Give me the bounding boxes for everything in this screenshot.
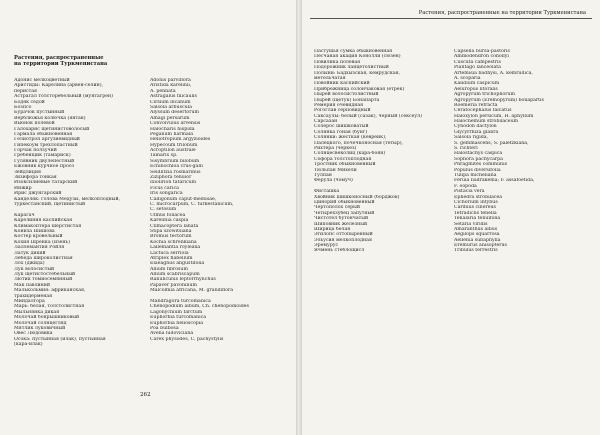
entry-line: Poa bulbosa (150, 325, 179, 331)
section-title-line-2: на территории Туркменистана (14, 61, 108, 68)
entry-line: S. gemmascens, S. paletzkiana, (454, 140, 529, 146)
entry-line: Мак павлиний (14, 282, 51, 288)
entry-line: Песчаная акация Конолли (сюзен) (314, 54, 401, 60)
entry-line: Овес Людовика (14, 331, 53, 337)
entry-line: Сарсазан (314, 119, 338, 125)
entry-line: Ammodendron conollyi (454, 54, 509, 60)
entry-line: Plantago lanceolata (454, 65, 501, 71)
entry-line: Climacoptera lanata (150, 223, 199, 229)
entry-line: Ежовник курчное просо (14, 164, 75, 170)
entry-line: Eremurus anisopterus (454, 243, 507, 249)
entry-line: Гребенщик (тамариск) (14, 153, 71, 159)
entry-line: Cirsium incanum (150, 99, 191, 105)
entry-line: Зейдлиция (14, 169, 41, 175)
entry-line: Пырей волосистолистный (314, 92, 379, 98)
entry-line: Populus diversifolia (454, 167, 501, 173)
entry-line: Salsola rigida, (454, 135, 489, 141)
entry-line: Sisymbrium bilobum (150, 158, 200, 164)
entry-line: Kochia schrenkiana (150, 239, 197, 245)
entry-line: Палецкого, почечконосная (тетыр), (314, 140, 404, 146)
entry-line: Carex physodes, C. pachystylis (150, 336, 224, 342)
entry-line: Astragalus filicaulis (150, 94, 197, 100)
entry-line: Aristida karelinii, (150, 83, 192, 89)
entry-line: Chenopodium album, Ch. chenopodioides (150, 304, 249, 310)
entry-line: Фисташка (314, 189, 340, 195)
entry-line: Горчак ползучий (14, 148, 57, 154)
entry-line: Alyssum desertorum (150, 110, 199, 116)
entry-line: Ячмень стеблощисл (314, 248, 365, 254)
entry-line: Зизифора тонкая (14, 175, 57, 181)
entry-line: Молочай боярышниковый (14, 315, 80, 321)
entry-line: Calligonum caput-medusae, (150, 196, 217, 202)
entry-line: Адонис мелкоцветный (14, 78, 70, 83)
entry-line: Cichorium intybus (454, 199, 498, 205)
entry-line: Бурачок пустынный (14, 110, 65, 116)
entry-line: Bromus tectorum (150, 234, 192, 240)
entry-line: Гелиотроп аргузиевидный (14, 137, 80, 143)
entry-line: Чертополох серый (314, 205, 360, 211)
entry-line: Acroptilon australe (150, 148, 196, 154)
page-number: 262 (140, 392, 151, 398)
entry-line: Ziziphora tenuior (150, 175, 192, 181)
entry-line: Гулявник двулепестный (14, 158, 75, 164)
entry-line: Ремерия очевидная (314, 102, 364, 108)
entry-line: Echinochloa crus-galli (150, 164, 203, 170)
entry-line: Stipa szowitsiana (150, 228, 192, 234)
entry-line: Agropyrum trichophorum (454, 92, 515, 98)
russian-names-column-left (14, 78, 120, 348)
entry-line: Tenalaria tenuifolia (454, 216, 501, 222)
entry-line: Allium fibrosum (150, 266, 188, 272)
entry-line: Aeluropus litoralis (454, 86, 498, 92)
entry-line: Malcolmia africana, M. grandiflora (150, 288, 234, 294)
entry-line: Карелиния каспийская (14, 218, 73, 224)
entry-line: Инжир (14, 185, 32, 191)
entry-line: Канделяк: голова Медузы, мелкоплодный, (14, 196, 121, 202)
entry-line: Adonis parviflora (150, 78, 191, 83)
entry-line: Лох (джида) (14, 261, 45, 267)
entry-line: метельчатая (314, 75, 346, 81)
entry-line: Tribulus terrestris (454, 248, 498, 254)
entry-line: Цинорий обыкновенный (314, 199, 375, 205)
section-title-line-1: Растения, распространенные (14, 55, 104, 61)
entry-line: Pistacia vera (454, 189, 485, 195)
entry-line: Лютик томиосемянный (14, 277, 73, 283)
entry-line: Софора толстоплодная (314, 156, 372, 162)
entry-line: Allium scabriscapum (150, 272, 200, 278)
entry-line: Tamarix sp. (150, 153, 178, 159)
entry-line: Шиповник железный (314, 221, 368, 227)
entry-line: Солянки: жесткая (кевреик), (314, 135, 387, 141)
entry-line: Ferula badrakema; F. assafoetida, (454, 178, 535, 184)
entry-line: Прибрежница солончаковая (етрек) (314, 86, 405, 92)
entry-line: Kalidium caspicum (454, 81, 500, 87)
entry-line: Ficus carica (150, 185, 179, 191)
left-page (0, 0, 296, 435)
entry-line: Iris songarica (150, 191, 183, 197)
entry-line: Artemisia badhysi, A. kemrudica, (454, 70, 533, 76)
entry-line: Кониза Шишова (14, 228, 55, 234)
entry-line: Peganum harmala (150, 131, 194, 137)
latin-names-column-left (150, 78, 249, 342)
entry-line: Бодяк седой (14, 99, 45, 105)
entry-line: Phragmites communis (454, 162, 507, 168)
entry-line: Ферула (чомуч) (314, 178, 353, 184)
entry-line: Саксаулы: белый (сазак), черный (сексеул) (314, 113, 422, 119)
entry-line: Ирис джунгарский (14, 191, 62, 197)
entry-line: Тулпан (314, 172, 332, 178)
entry-line: Halocharis hispida (150, 126, 195, 132)
entry-line: Лаллемантия Ройля (14, 245, 65, 251)
entry-line: Ephedra strobilacea (454, 194, 503, 200)
entry-line: Лук волосистый (14, 266, 55, 272)
entry-line: Мыльнянка дикая (14, 309, 60, 315)
entry-line: Papaver pavoninum (150, 282, 197, 288)
entry-line: Солнцесвеколиц (кара-боян) (314, 151, 386, 157)
right-page (302, 0, 600, 435)
entry-line: Климакоптера шерстистая (14, 223, 82, 229)
entry-line: Aegilops squarrosa (454, 232, 500, 238)
entry-line: (кара-илак) (14, 342, 43, 348)
entry-line: Полыни: Бадхызская, кемрудская, (314, 70, 401, 76)
entry-line: Aellenia subaphylla (454, 237, 501, 243)
latin-names-column-right (454, 49, 544, 254)
entry-line: Tetradiclis tenella (454, 210, 497, 216)
entry-line: Верблюжья колючка (янтак) (14, 115, 86, 121)
entry-line: Астрагал толсторебельный (мунтагрен) (14, 94, 114, 100)
entry-line: Лук щетистостебельный (14, 272, 76, 278)
entry-line: Ranunculus leptorrhynchus (150, 277, 216, 283)
entry-line: Гармала обыкновенная (14, 131, 73, 137)
entry-line: Лебеда широколистная (14, 255, 73, 261)
entry-line: Бозпсо (14, 104, 32, 110)
entry-line: A. pennata (150, 88, 176, 94)
entry-line: Эремурус (314, 243, 339, 249)
entry-line: Марь: белая, толстолистная (14, 304, 85, 310)
entry-line: Солерос шишковатый (314, 124, 369, 130)
entry-line: Рихтера (черкез) (314, 146, 357, 152)
entry-line: Alhagi persarum (150, 115, 190, 121)
entry-line: Гипекоум трехлопастный (14, 142, 78, 148)
entry-line: Lactuca serriola (150, 250, 189, 256)
entry-line: Осока: пустынная (илак), пустынная (14, 336, 106, 342)
entry-line: Малькольмия: африканская, (14, 288, 86, 294)
entry-line: Hypecoum trilobum (150, 142, 198, 148)
entry-line: Тростник обыкновенный (314, 162, 376, 168)
section-title (14, 55, 107, 67)
entry-line: Karelinia caspia (150, 218, 189, 224)
entry-line: Тюльпан Михели (314, 167, 357, 173)
entry-line: Молочай солнцегляд (14, 320, 67, 326)
entry-line: Euphorbia helioscopia (150, 320, 204, 326)
entry-line: Повойник каспийский (314, 81, 370, 87)
entry-line: Латук дикий (14, 250, 46, 256)
entry-line: Carduus cinereus (454, 205, 496, 211)
entry-line: Хвойник шишконосный (борджок) (314, 194, 400, 200)
entry-line: Ceratocephalus falcatus (454, 108, 512, 114)
entry-line: Capsella bursa-pastoris (454, 49, 510, 54)
entry-line: Halocnemum strobilaceum (454, 119, 519, 125)
entry-line: Рогоглав серповидный (314, 108, 371, 114)
entry-line: A. scoparia (454, 75, 481, 81)
entry-line: Heliotropium argyzioides (150, 137, 211, 143)
entry-line: F. oopoda (454, 183, 477, 189)
entry-line: Glycyrrhiza glabra (454, 129, 499, 135)
entry-line: Seidlitzia rosmarinus (150, 169, 201, 175)
entry-line: Cynodon dactylon (454, 124, 497, 130)
entry-line: Пастушья сумка обыкновенная (314, 49, 393, 54)
entry-line: Четырехзубец запутный (314, 210, 375, 216)
entry-line: Mandragora turcomanica (150, 299, 211, 305)
entry-line: Setaria viridis (454, 221, 488, 227)
entry-line: C. microcarpum, C. turkestanicum, (150, 201, 234, 207)
entry-line: Миндалгора (14, 299, 45, 305)
entry-line: Аристиды: Карелина (арвен-селин), (14, 83, 104, 89)
entry-line: Чистотел бутончатый (314, 216, 369, 222)
entry-line: Повилика полевая (314, 59, 361, 65)
entry-line: Haloxylon persicum, H. aphyllum (454, 113, 534, 119)
entry-line: Tulipa micheliana (454, 172, 497, 178)
russian-names-column-right (314, 49, 422, 254)
entry-line: Amaranthus albus (454, 226, 498, 232)
entry-line: Мятлик луковичный (14, 325, 66, 331)
entry-line: Кохия Шренка (изень) (14, 239, 70, 245)
entry-line: Подорожник ланцетолистный (314, 65, 389, 71)
header-rule (310, 18, 592, 19)
entry-line: C. setosum (150, 207, 177, 213)
entry-line: Halostachys caspica (454, 151, 503, 157)
entry-line: перистая (14, 88, 37, 94)
entry-line: Вьюнок полевой (14, 121, 55, 127)
entry-line: Галохарис щетинистоволосый (14, 126, 90, 132)
entry-line: Солянка гоная (бунг) (314, 129, 368, 135)
entry-line: Ulmus foliacea (150, 212, 186, 218)
entry-line: Salsola arbuscula (150, 104, 192, 110)
entry-line: Костер кровельный (14, 234, 63, 240)
entry-line: Карагач (14, 212, 35, 218)
entry-line: Пырей (щетук) Бонапарта (314, 97, 380, 103)
entry-line: Agropyrum (Eremopyrum) bonapartis (454, 97, 544, 103)
running-header: Растения, распространенные на территории Туркменистана (418, 10, 586, 16)
entry-line: Lallemantia royleana (150, 245, 201, 251)
entry-line: Sophora pachycarpa (454, 156, 503, 162)
entry-line: Ширица белая (314, 226, 351, 232)
entry-line: Avena ludoviciana (150, 331, 194, 337)
entry-line: Изоксилиевые татарский (14, 180, 78, 186)
entry-line: Convolvulus arvensis (150, 121, 201, 127)
entry-line: туркестанский, щетинистый (14, 201, 86, 207)
entry-line: Эгилопс оттопыренный (314, 232, 373, 238)
entry-line: Atriplex flabellum (150, 255, 193, 261)
entry-line: Эльусия мелкоплодная (314, 237, 372, 243)
entry-line: трахидерменая (14, 293, 53, 299)
entry-line: Ixiolirion tataricum (150, 180, 197, 186)
entry-line: Elaeagnus angustifolia (150, 261, 205, 267)
entry-line: Cuscuta campestris (454, 59, 501, 65)
entry-line: Roemeria refracta (454, 102, 498, 108)
entry-line: Euphorbia turcomanica (150, 315, 207, 321)
entry-line: Lagonychium farctum (150, 309, 203, 315)
entry-line: S. richteri (454, 146, 478, 152)
